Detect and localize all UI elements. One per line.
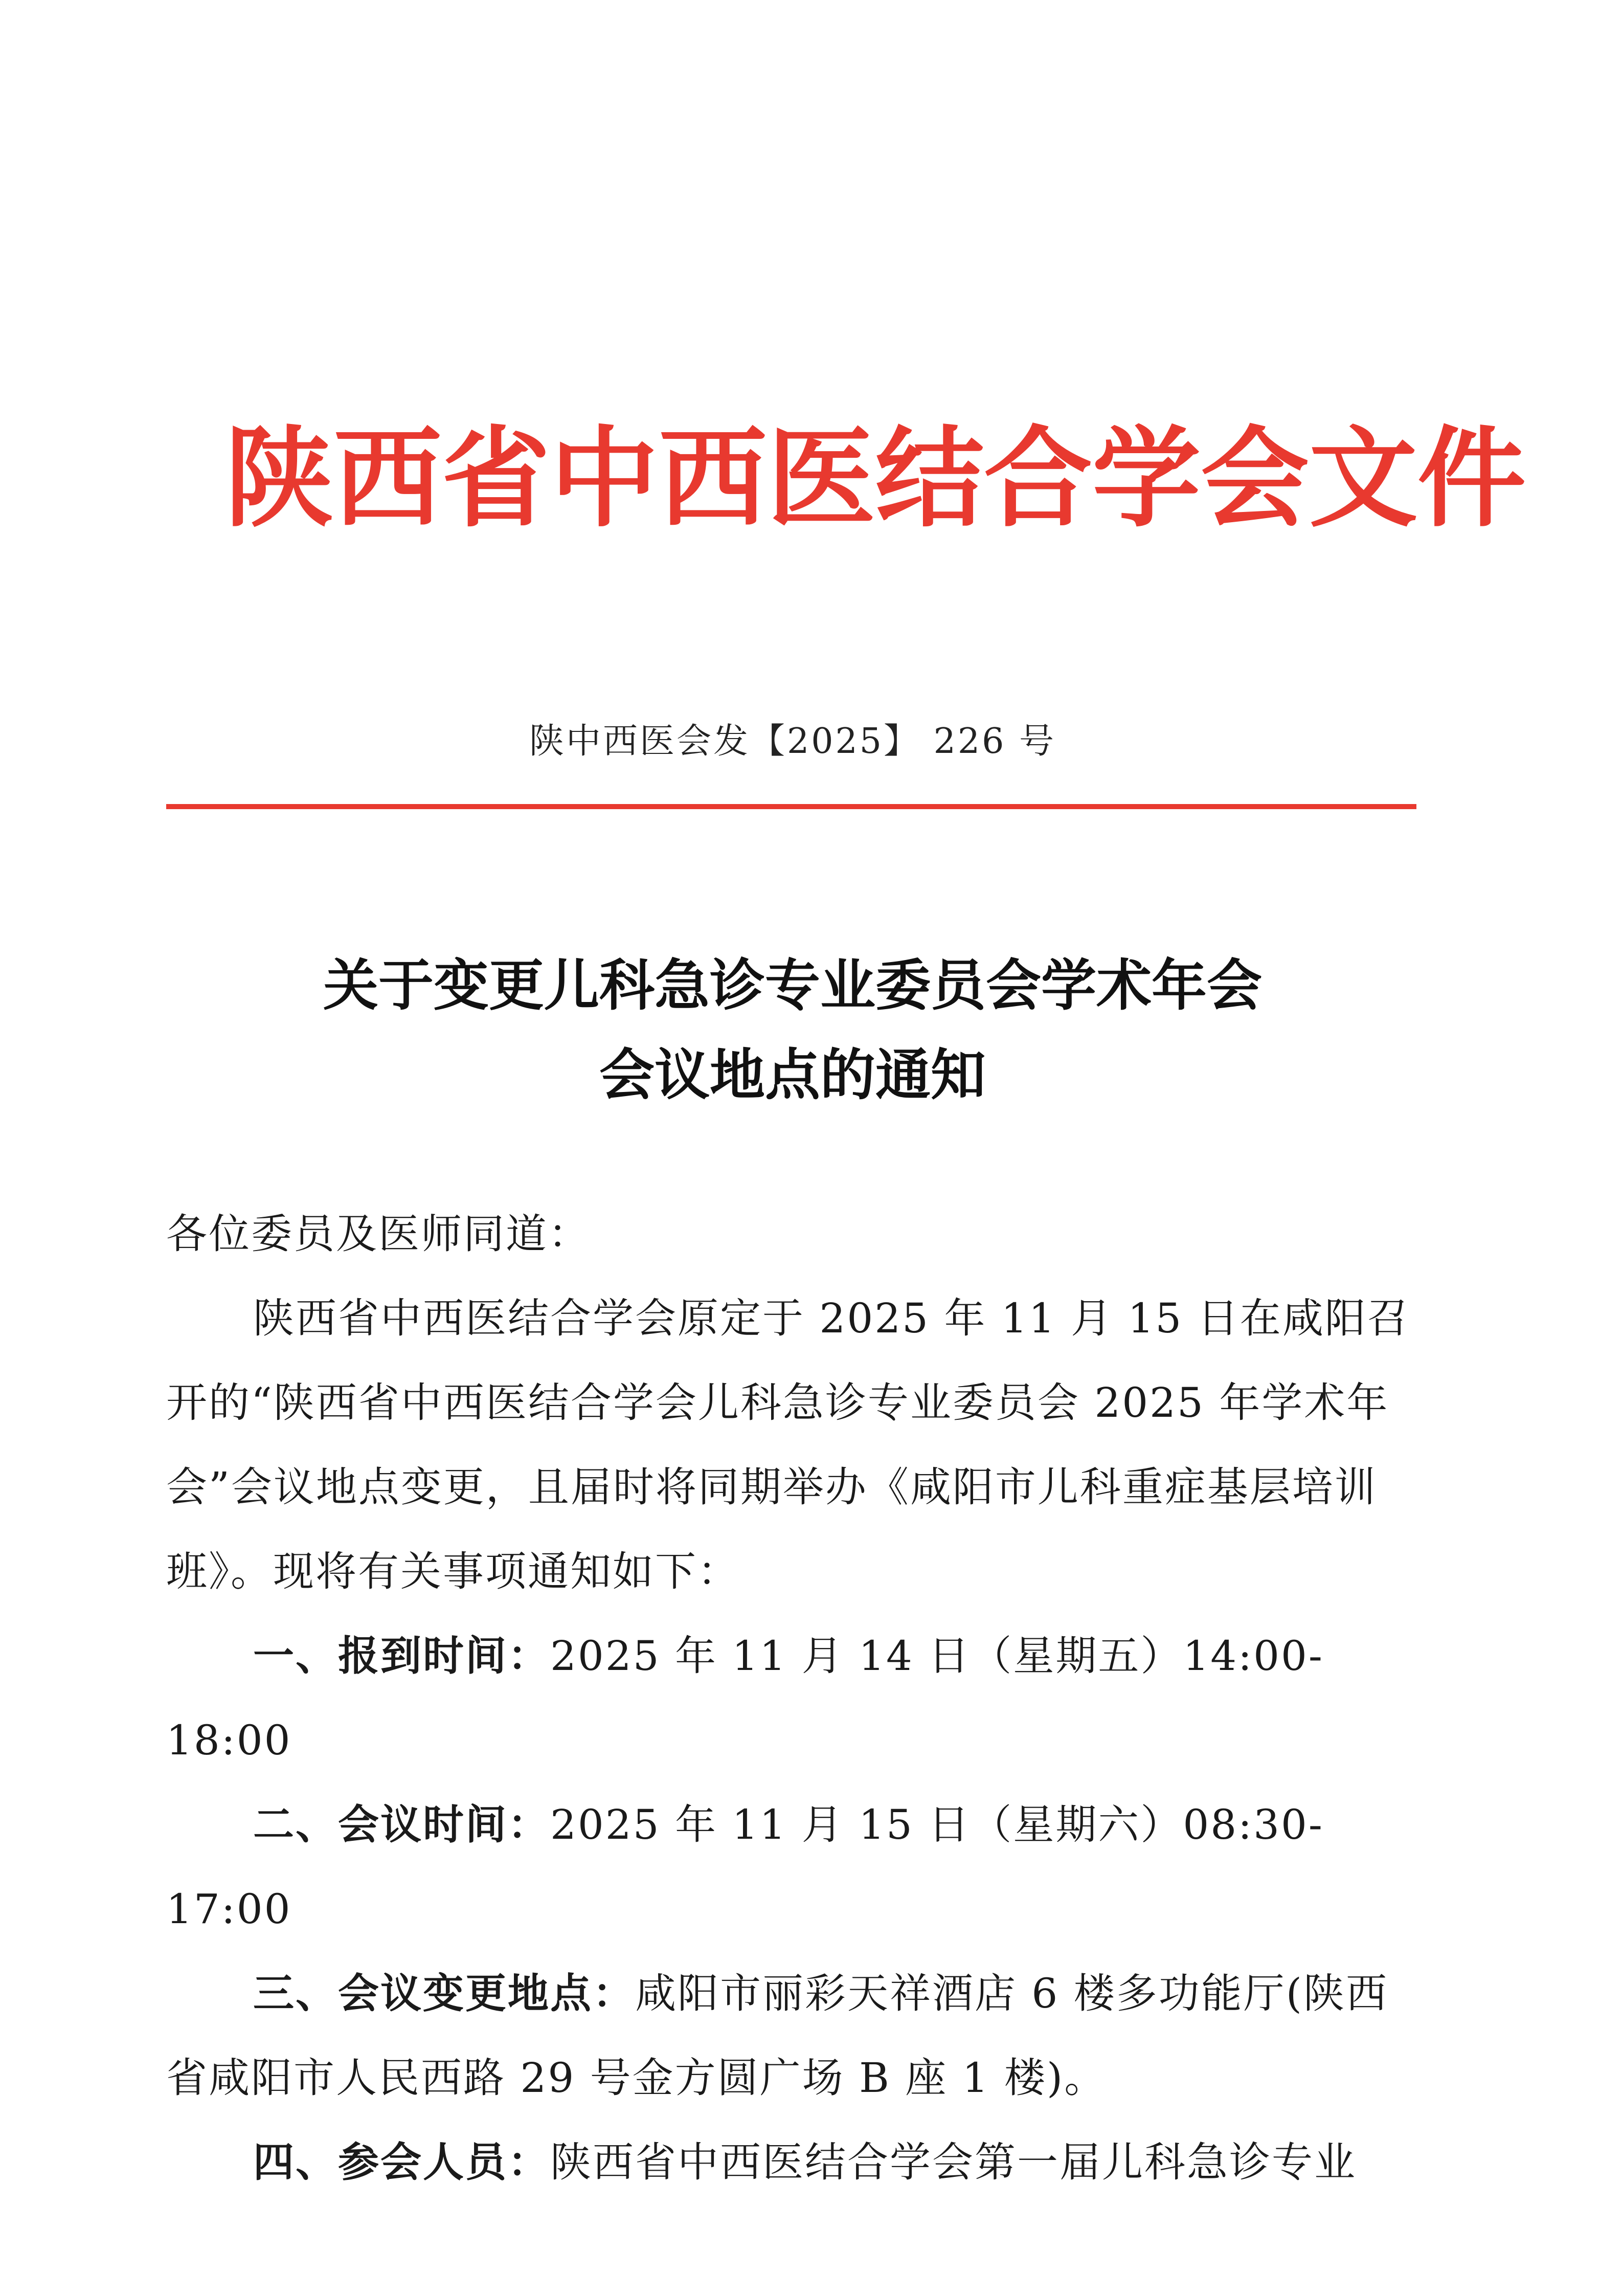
item-label: 二、会议时间： — [253, 1800, 550, 1848]
notice-title-line-2: 会议地点的通知 — [599, 1043, 986, 1107]
notice-body — [166, 1192, 1424, 2204]
item-label: 一、报到时间： — [253, 1632, 550, 1680]
notice-title-line-1: 关于变更儿科急诊专业委员会学术年会 — [323, 953, 1262, 1018]
item-attendees — [166, 2120, 1424, 2204]
item-text: 咸阳市丽彩天祥酒店 6 楼多功能厅(陕西省咸阳市人民西路 29 号金方圆广场 B 座 1 楼)。 — [166, 1970, 1388, 2102]
intro-paragraph: 陕西省中西医结合学会原定于 2025 年 11 月 15 日在咸阳召开的“陕西省中西医结合学会儿科急诊专业委员会 2025 年学术年会”会议地点变更，且届时将同期举办《咸阳市儿科重症基层培训班》。现将有关事项通知如下： — [166, 1295, 1410, 1595]
item-meeting-time — [166, 1782, 1424, 1951]
item-label: 三、会议变更地点： — [253, 1969, 635, 2017]
item-text: 2025 年 11 月 14 日（星期五）14:00-18:00 — [166, 1632, 1324, 1764]
item-new-venue — [166, 1951, 1424, 2120]
salutation: 各位委员及医师同道： — [166, 1210, 591, 1258]
item-text: 2025 年 11 月 15 日（星期六）08:30-17:00 — [166, 1801, 1324, 1933]
red-divider — [166, 804, 1416, 809]
item-label: 四、参会人员： — [253, 2138, 550, 2186]
item-text: 陕西省中西医结合学会第一届儿科急诊专业 — [550, 2138, 1357, 2186]
item-registration-time — [166, 1614, 1424, 1782]
masthead-title: 陕西省中西医结合学会文件 — [225, 414, 1526, 542]
document-number: 陕中西医会发【2025】 226 号 — [529, 721, 1056, 762]
notice-title — [0, 941, 1585, 1120]
